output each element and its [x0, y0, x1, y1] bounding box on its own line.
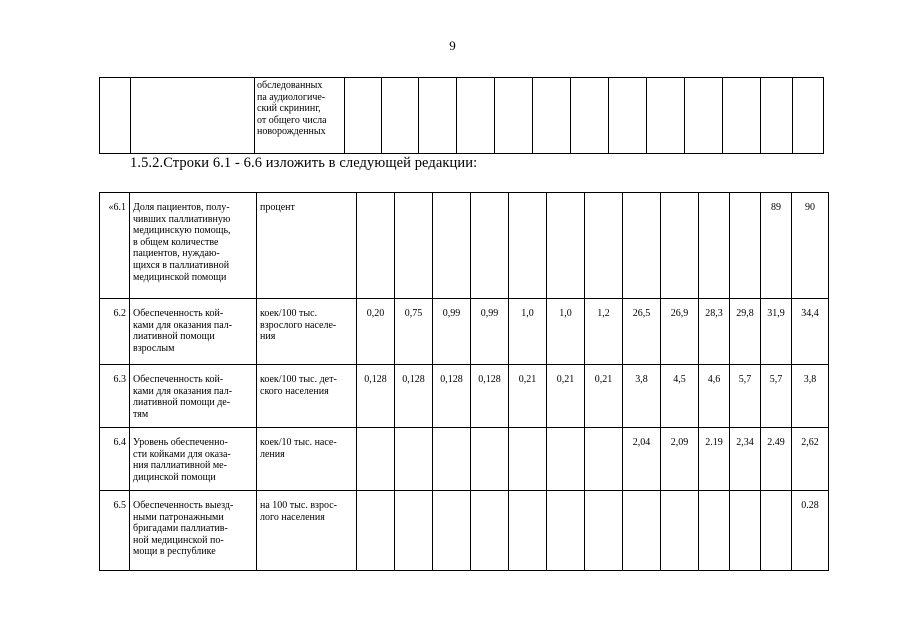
value-cell: 34,4: [792, 299, 829, 365]
table-row: [100, 491, 829, 571]
value-cell: [433, 193, 471, 299]
value-cell: [699, 491, 730, 571]
indicator-name: Доля пациентов, полу- чивших паллиативную медицинскую помощь, в общем количестве пациентов, нуждаю- щихся в паллиативной медицинской помощи: [130, 193, 257, 299]
value-cell: [761, 491, 792, 571]
table-cell: [533, 78, 571, 154]
page-number: 9: [449, 38, 456, 53]
row-number: 6.3: [100, 365, 130, 428]
value-cell: 1,2: [585, 299, 623, 365]
value-cell: [623, 193, 661, 299]
value-cell: 1,0: [509, 299, 547, 365]
value-cell: 2,09: [661, 428, 699, 491]
value-cell: [547, 491, 585, 571]
value-cell: [395, 491, 433, 571]
value-cell: [433, 491, 471, 571]
table-row: [100, 78, 824, 154]
value-cell: 4,5: [661, 365, 699, 428]
value-cell: [471, 428, 509, 491]
value-cell: [661, 491, 699, 571]
table-row: [100, 299, 829, 365]
indicator-description-cell: обследованных па аудиологиче- ский скрининг, от общего числа новорожденных: [255, 78, 345, 154]
value-cell: [509, 428, 547, 491]
value-cell: [357, 491, 395, 571]
value-cell: 2,62: [792, 428, 829, 491]
value-cell: 2.19: [699, 428, 730, 491]
unit-of-measure: коек/10 тыс. насе- ления: [257, 428, 357, 491]
value-cell: [585, 428, 623, 491]
unit-of-measure: коек/100 тыс. взрослого населе- ния: [257, 299, 357, 365]
value-cell: 5,7: [730, 365, 761, 428]
value-cell: [585, 193, 623, 299]
value-cell: [471, 193, 509, 299]
value-cell: 3,8: [792, 365, 829, 428]
table-cell: [647, 78, 685, 154]
indicator-name: Обеспеченность кой- ками для оказания пал- лиативной помощи де- тям: [130, 365, 257, 428]
value-cell: 0,99: [471, 299, 509, 365]
value-cell: 0,21: [585, 365, 623, 428]
table-cell: [609, 78, 647, 154]
value-cell: [471, 491, 509, 571]
value-cell: [547, 428, 585, 491]
value-cell: [547, 193, 585, 299]
value-cell: 0.28: [792, 491, 829, 571]
value-cell: [357, 428, 395, 491]
value-cell: 26,9: [661, 299, 699, 365]
value-cell: 28,3: [699, 299, 730, 365]
indicators-table: [99, 192, 829, 571]
table-row: [100, 193, 829, 299]
row-number: «6.1: [100, 193, 130, 299]
table-cell: [685, 78, 723, 154]
row-number: 6.5: [100, 491, 130, 571]
table-cell: [345, 78, 382, 154]
value-cell: 2,04: [623, 428, 661, 491]
value-cell: 0,21: [547, 365, 585, 428]
value-cell: 0,20: [357, 299, 395, 365]
value-cell: 1,0: [547, 299, 585, 365]
value-cell: 89: [761, 193, 792, 299]
table-cell: [723, 78, 761, 154]
value-cell: [730, 193, 761, 299]
value-cell: 2.49: [761, 428, 792, 491]
value-cell: 0,128: [471, 365, 509, 428]
table-cell: [457, 78, 495, 154]
value-cell: 0,128: [395, 365, 433, 428]
value-cell: 29,8: [730, 299, 761, 365]
value-cell: [395, 193, 433, 299]
value-cell: 3,8: [623, 365, 661, 428]
value-cell: [623, 491, 661, 571]
unit-of-measure: коек/100 тыс. дет- ского населения: [257, 365, 357, 428]
value-cell: [509, 491, 547, 571]
row-number: 6.4: [100, 428, 130, 491]
indicator-name: Обеспеченность выезд- ными патронажными бригадами паллиатив- ной медицинской по- мощи в республике: [130, 491, 257, 571]
value-cell: [395, 428, 433, 491]
table-cell: [382, 78, 419, 154]
unit-of-measure: процент: [257, 193, 357, 299]
value-cell: [699, 193, 730, 299]
table-cell: [131, 78, 255, 154]
value-cell: [730, 491, 761, 571]
value-cell: 0,75: [395, 299, 433, 365]
indicator-name: Уровень обеспеченно- сти койками для оказа- ния паллиативной ме- дицинской помощи: [130, 428, 257, 491]
table-row: [100, 365, 829, 428]
value-cell: 26,5: [623, 299, 661, 365]
value-cell: 5,7: [761, 365, 792, 428]
row-number: 6.2: [100, 299, 130, 365]
value-cell: 31,9: [761, 299, 792, 365]
table-cell: [419, 78, 457, 154]
value-cell: 0,99: [433, 299, 471, 365]
table-cell: [571, 78, 609, 154]
value-cell: 90: [792, 193, 829, 299]
value-cell: [661, 193, 699, 299]
value-cell: [357, 193, 395, 299]
value-cell: [433, 428, 471, 491]
table-cell: [761, 78, 793, 154]
value-cell: 0,128: [357, 365, 395, 428]
continued-table-fragment: [99, 77, 824, 154]
value-cell: 2,34: [730, 428, 761, 491]
indicator-name: Обеспеченность кой- ками для оказания пал- лиативной помощи взрослым: [130, 299, 257, 365]
value-cell: [585, 491, 623, 571]
section-heading: 1.5.2.Строки 6.1 - 6.6 изложить в следующей редакции:: [130, 155, 478, 171]
table-cell: [100, 78, 131, 154]
value-cell: 0,128: [433, 365, 471, 428]
value-cell: 4,6: [699, 365, 730, 428]
value-cell: [509, 193, 547, 299]
unit-of-measure: на 100 тыс. взрос- лого населения: [257, 491, 357, 571]
value-cell: 0,21: [509, 365, 547, 428]
table-cell: [793, 78, 824, 154]
table-row: [100, 428, 829, 491]
table-cell: [495, 78, 533, 154]
